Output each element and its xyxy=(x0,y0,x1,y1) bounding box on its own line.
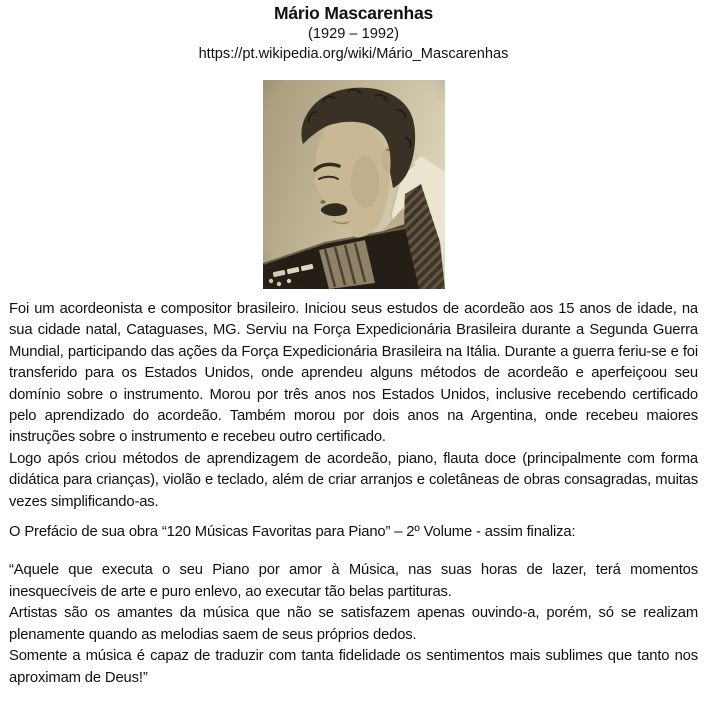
paragraph-bio-2: Logo após criou métodos de aprendizagem de acordeão, piano, flauta doce (principalmente com forma didática para crianças), violão e teclado, além de criar arranjos e coletâneas de obras consagradas, muitas vezes simplificando-as. xyxy=(9,450,698,510)
paragraph-bio-1: Foi um acordeonista e compositor brasileiro. Iniciou seus estudos de acordeão aos 15 anos de idade, na sua cidade natal, Cataguases, MG. Serviu na Força Expedicionária Brasileira durante a Segunda Guerra Mundial, participando das ações da Força Expedicionária Brasileira na Itália. Durante a guerra feriu-se e foi transferido para os Estados Unidos, onde aprendeu alguns métodos de acordeão e aperfeiçoou seu domínio sobre o instrumento. Morou por três anos nos Estados Unidos, inclusive recebendo certificado pelo aprendizado do acordeão. Também morou por dois anos na Argentina, onde recebeu maiores instruções sobre o instrumento e recebeu outro certificado. xyxy=(9,301,698,446)
paragraph-quote-2: Artistas são os amantes da música que não se satisfazem apenas ouvindo-a, porém, só se realizam plenamente quando as melodias saem de seus próprios dedos. xyxy=(9,605,698,643)
paragraph-quote-3: Somente a música é capaz de traduzir com tanta fidelidade os sentimentos mais sublimes que tanto nos aproximam de Deus!” xyxy=(9,648,698,686)
portrait-photo xyxy=(9,80,698,289)
life-years: (1929 – 1992) xyxy=(308,26,399,42)
page-title: Mário Mascarenhas xyxy=(273,3,434,23)
portrait-image xyxy=(263,80,445,289)
biography-text xyxy=(9,299,698,689)
wikipedia-url: https://pt.wikipedia.org/wiki/Mário_Mascarenhas xyxy=(198,46,509,62)
paragraph-preface-intro: O Prefácio de sua obra “120 Músicas Favoritas para Piano” – 2º Volume - assim finaliza: xyxy=(9,524,576,541)
document-header xyxy=(9,0,698,64)
paragraph-quote-1: “Aquele que executa o seu Piano por amor à Música, nas suas horas de lazer, terá momentos inesquecíveis de arte e puro enlevo, ao executar tão belas partituras. xyxy=(9,562,698,600)
photo-vignette xyxy=(263,80,445,289)
